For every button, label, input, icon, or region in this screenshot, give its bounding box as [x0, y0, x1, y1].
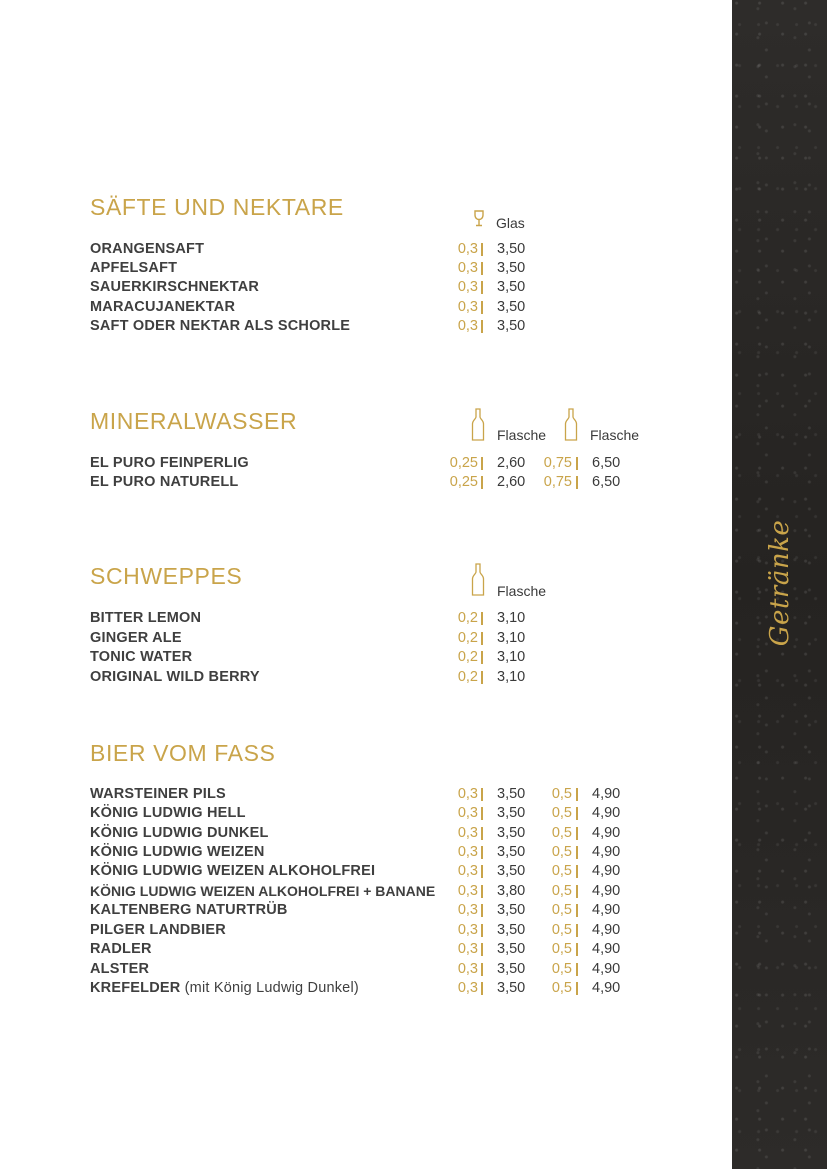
price: 3,50 — [497, 241, 526, 257]
item-name: KÖNIG LUDWIG WEIZEN ALKOHOLFREI + BANANE — [90, 883, 436, 899]
separator — [481, 982, 483, 995]
sidebar-label: Getränke — [764, 519, 795, 647]
price: 3,10 — [497, 630, 526, 646]
item-name: KÖNIG LUDWIG WEIZEN ALKOHOLFREI — [90, 863, 376, 879]
volume: 0,3 — [457, 825, 478, 841]
item-name: SAFT ODER NEKTAR ALS SCHORLE — [90, 318, 351, 334]
price: 3,50 — [497, 980, 526, 996]
item-name: WARSTEINER PILS — [90, 786, 226, 802]
volume: 0,2 — [457, 630, 478, 646]
separator — [481, 632, 483, 645]
volume: 0,3 — [457, 980, 478, 996]
separator — [481, 281, 483, 294]
price: 3,50 — [497, 786, 526, 802]
menu-row — [90, 979, 650, 998]
price: 2,60 — [497, 474, 526, 490]
price: 3,50 — [497, 825, 526, 841]
bottle-icon — [471, 563, 485, 602]
separator — [481, 612, 483, 625]
item-name: GINGER ALE — [90, 630, 182, 646]
separator — [576, 807, 578, 820]
volume: 0,3 — [457, 961, 478, 977]
section-title: SCHWEPPES — [90, 563, 243, 589]
menu-row — [90, 940, 650, 959]
volume-large: 0,5 — [551, 786, 572, 802]
item-name: ORANGENSAFT — [90, 241, 205, 257]
separator — [481, 320, 483, 333]
menu-row — [90, 317, 650, 336]
column-label-bottle-large: Flasche — [590, 427, 640, 443]
menu-row — [90, 804, 650, 823]
volume: 0,25 — [449, 455, 478, 471]
price: 3,80 — [497, 883, 526, 899]
separator — [481, 262, 483, 275]
item-name: RADLER — [90, 941, 152, 957]
separator — [481, 963, 483, 976]
column-label-bottle: Flasche — [497, 427, 547, 443]
menu-row — [90, 278, 650, 297]
item-name: KÖNIG LUDWIG HELL — [90, 805, 246, 821]
price-large: 6,50 — [592, 474, 621, 490]
price: 3,10 — [497, 610, 526, 626]
section-title: SÄFTE UND NEKTARE — [90, 194, 344, 220]
separator — [576, 982, 578, 995]
separator — [576, 476, 578, 489]
price-large: 4,90 — [592, 825, 621, 841]
price: 3,50 — [497, 279, 526, 295]
price: 3,50 — [497, 863, 526, 879]
volume: 0,3 — [457, 260, 478, 276]
wine-glass-icon — [472, 210, 486, 233]
volume: 0,3 — [457, 922, 478, 938]
separator — [481, 846, 483, 859]
separator — [576, 904, 578, 917]
item-name: EL PURO NATURELL — [90, 474, 239, 490]
menu-row — [90, 824, 650, 843]
volume: 0,3 — [457, 279, 478, 295]
menu-row — [90, 454, 650, 473]
separator — [576, 865, 578, 878]
menu-row — [90, 862, 650, 881]
volume: 0,25 — [449, 474, 478, 490]
volume: 0,3 — [457, 805, 478, 821]
item-name: MARACUJANEKTAR — [90, 299, 236, 315]
separator — [481, 457, 483, 470]
item-note: (mit König Ludwig Dunkel) — [184, 980, 359, 996]
column-label-bottle: Flasche — [497, 583, 547, 599]
menu-row — [90, 259, 650, 278]
menu-row — [90, 609, 650, 628]
item-name: EL PURO FEINPERLIG — [90, 455, 249, 471]
separator — [481, 651, 483, 664]
menu-row — [90, 843, 650, 862]
section-saefte — [90, 194, 690, 344]
menu-row — [90, 668, 650, 687]
separator — [576, 846, 578, 859]
price-large: 4,90 — [592, 902, 621, 918]
menu-row — [90, 882, 650, 901]
volume: 0,2 — [457, 669, 478, 685]
menu-row — [90, 648, 650, 667]
price-large: 4,90 — [592, 922, 621, 938]
price: 3,50 — [497, 318, 526, 334]
section-bier — [90, 740, 690, 1010]
volume-large: 0,75 — [543, 474, 572, 490]
volume-large: 0,75 — [543, 455, 572, 471]
volume: 0,2 — [457, 610, 478, 626]
item-name — [90, 979, 359, 998]
volume-large: 0,5 — [551, 941, 572, 957]
separator — [481, 788, 483, 801]
price: 3,50 — [497, 299, 526, 315]
volume: 0,3 — [457, 786, 478, 802]
item-name-text: KREFELDER — [90, 980, 181, 996]
item-name: PILGER LANDBIER — [90, 922, 226, 938]
menu-row — [90, 901, 650, 920]
price-large: 6,50 — [592, 455, 621, 471]
volume: 0,3 — [457, 318, 478, 334]
bottle-icon — [471, 408, 485, 447]
separator — [576, 827, 578, 840]
price-large: 4,90 — [592, 980, 621, 996]
volume-large: 0,5 — [551, 961, 572, 977]
volume-large: 0,5 — [551, 825, 572, 841]
menu-row — [90, 785, 650, 804]
volume-large: 0,5 — [551, 863, 572, 879]
menu-row — [90, 240, 650, 259]
price: 3,50 — [497, 941, 526, 957]
volume-large: 0,5 — [551, 844, 572, 860]
item-name: KALTENBERG NATURTRÜB — [90, 902, 288, 918]
price: 3,10 — [497, 669, 526, 685]
price: 3,50 — [497, 922, 526, 938]
price: 3,50 — [497, 805, 526, 821]
price: 3,50 — [497, 902, 526, 918]
price-large: 4,90 — [592, 786, 621, 802]
separator — [576, 788, 578, 801]
price: 3,50 — [497, 961, 526, 977]
item-name: KÖNIG LUDWIG DUNKEL — [90, 825, 269, 841]
volume: 0,2 — [457, 649, 478, 665]
separator — [576, 885, 578, 898]
price: 3,10 — [497, 649, 526, 665]
separator — [481, 807, 483, 820]
separator — [576, 924, 578, 937]
price: 3,50 — [497, 260, 526, 276]
separator — [576, 457, 578, 470]
separator — [481, 865, 483, 878]
price-large: 4,90 — [592, 863, 621, 879]
item-name: TONIC WATER — [90, 649, 193, 665]
price: 3,50 — [497, 844, 526, 860]
menu-row — [90, 298, 650, 317]
separator — [481, 885, 483, 898]
separator — [481, 924, 483, 937]
volume: 0,3 — [457, 241, 478, 257]
separator — [481, 904, 483, 917]
price: 2,60 — [497, 455, 526, 471]
volume-large: 0,5 — [551, 883, 572, 899]
separator — [481, 827, 483, 840]
section-title: BIER VOM FASS — [90, 740, 276, 766]
separator — [481, 476, 483, 489]
volume: 0,3 — [457, 883, 478, 899]
item-name: ALSTER — [90, 961, 150, 977]
volume-large: 0,5 — [551, 805, 572, 821]
column-label-glass: Glas — [496, 215, 525, 231]
item-name: SAUERKIRSCHNEKTAR — [90, 279, 260, 295]
chalkboard-sidebar — [732, 0, 827, 1169]
volume: 0,3 — [457, 941, 478, 957]
menu-row — [90, 960, 650, 979]
item-name: BITTER LEMON — [90, 610, 202, 626]
section-schweppes — [90, 563, 690, 693]
separator — [481, 943, 483, 956]
section-mineralwasser — [90, 408, 690, 498]
price-large: 4,90 — [592, 961, 621, 977]
item-name: APFELSAFT — [90, 260, 178, 276]
volume-large: 0,5 — [551, 980, 572, 996]
item-name: KÖNIG LUDWIG WEIZEN — [90, 844, 265, 860]
volume: 0,3 — [457, 844, 478, 860]
volume: 0,3 — [457, 863, 478, 879]
menu-row — [90, 921, 650, 940]
volume-large: 0,5 — [551, 902, 572, 918]
bottle-icon — [564, 408, 578, 447]
menu-row — [90, 629, 650, 648]
menu-row — [90, 473, 650, 492]
volume: 0,3 — [457, 902, 478, 918]
separator — [481, 301, 483, 314]
price-large: 4,90 — [592, 805, 621, 821]
volume: 0,3 — [457, 299, 478, 315]
separator — [576, 943, 578, 956]
section-title: MINERALWASSER — [90, 408, 298, 434]
separator — [481, 243, 483, 256]
item-name: ORIGINAL WILD BERRY — [90, 669, 260, 685]
price-large: 4,90 — [592, 883, 621, 899]
price-large: 4,90 — [592, 844, 621, 860]
price-large: 4,90 — [592, 941, 621, 957]
separator — [576, 963, 578, 976]
volume-large: 0,5 — [551, 922, 572, 938]
separator — [481, 671, 483, 684]
